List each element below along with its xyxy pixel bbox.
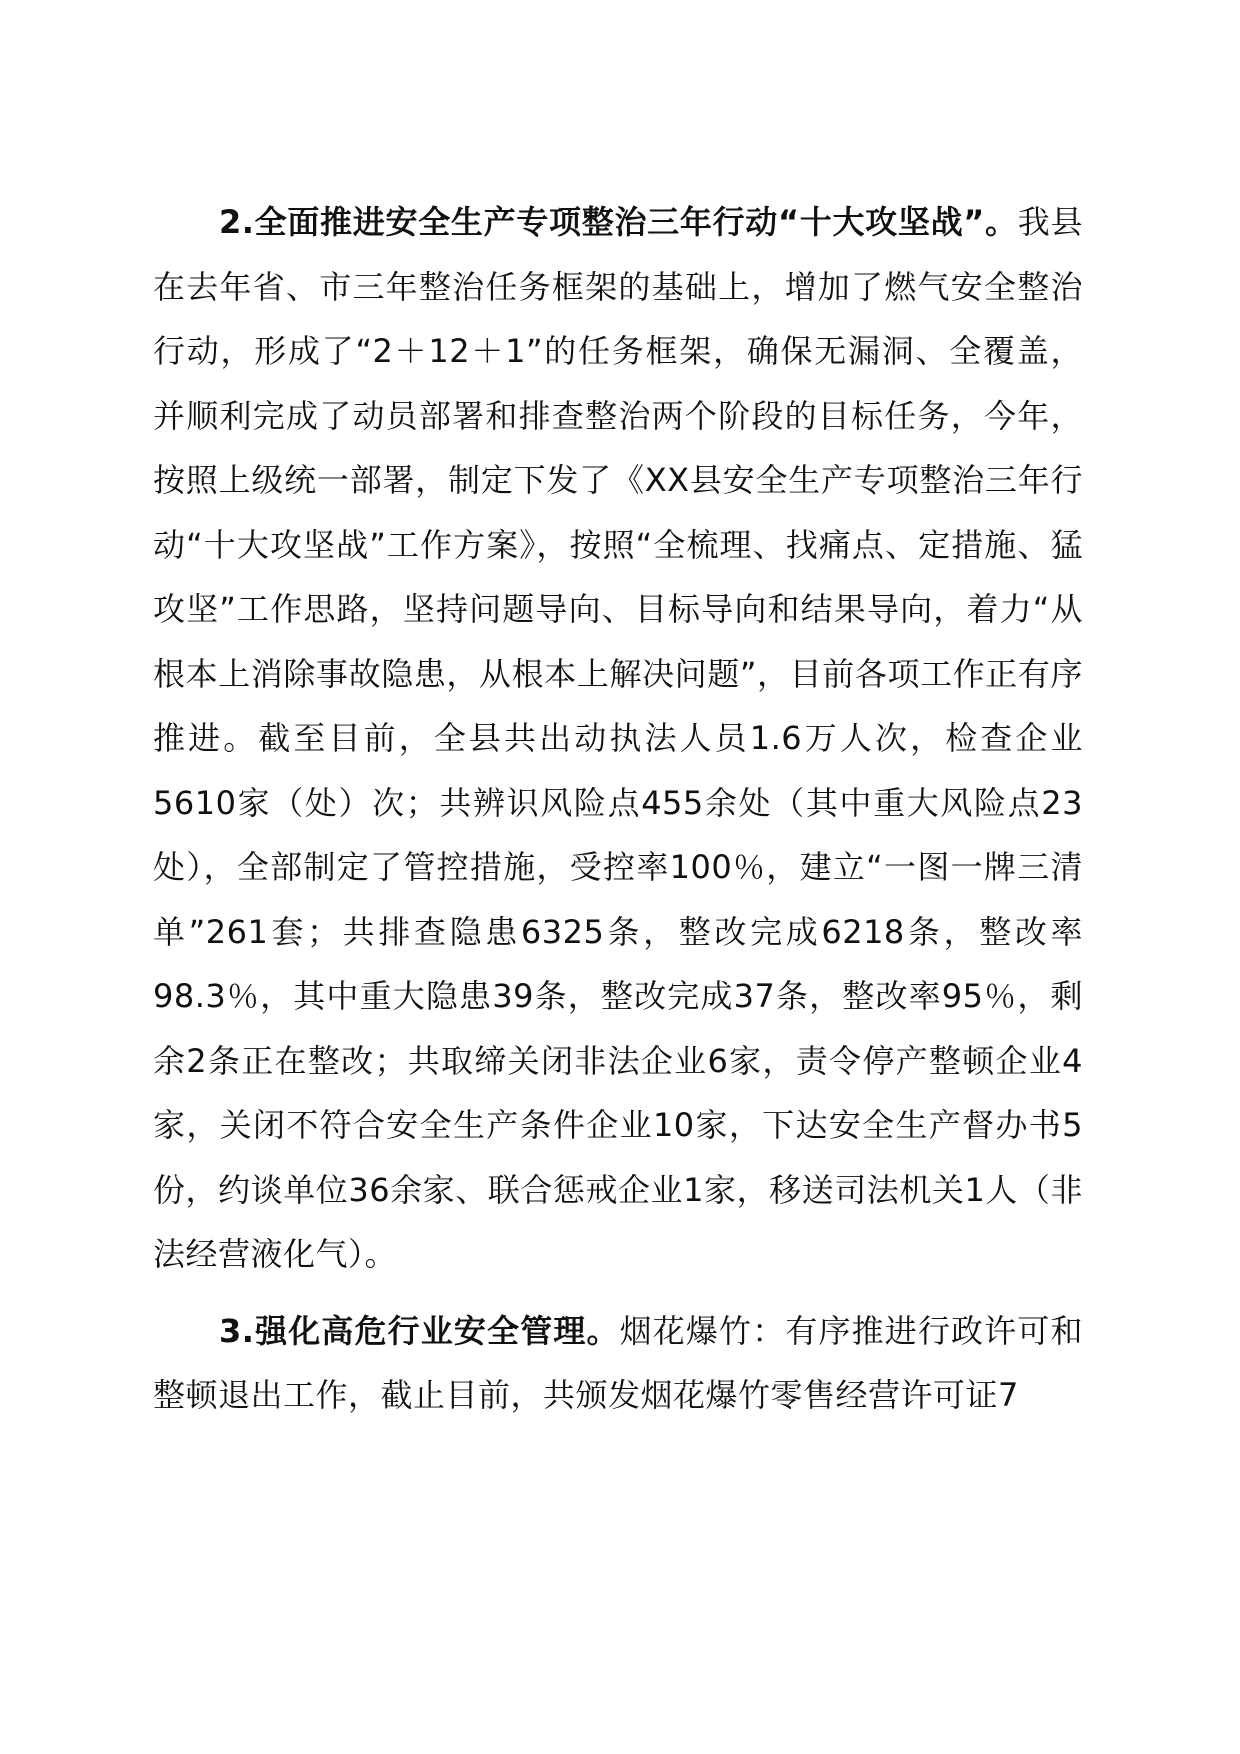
document-body (153, 190, 1083, 1428)
paragraph-section-3 (153, 1299, 1083, 1428)
paragraph-section-2 (153, 190, 1083, 1287)
section-3-body: 烟花爆竹：有序推进行政许可和整顿退出工作，截止目前，共颁发烟花爆竹零售经营许可证7 (153, 1311, 1083, 1414)
section-2-body: 我县在去年省、市三年整治任务框架的基础上，增加了燃气安全整治行动，形成了“2＋12＋1”的任务框架，确保无漏洞、全覆盖，并顺利完成了动员部署和排查整治两个阶段的目标任务，今年，按照上级统一部署，制定下发了《XX县安全生产专项整治三年行动“十大攻坚战”工作方案》，按照“全梳理、找痛点、定措施、猛攻坚”工作思路，坚持问题导向、目标导向和结果导向，着力“从根本上消除事故隐患，从根本上解决问题”，目前各项工作正有序推进。截至目前，全县共出动执法人员1.6万人次，检查企业5610家（处）次；共辨识风险点455余处（其中重大风险点23处），全部制定了管控措施，受控率100％，建立“一图一牌三清单”261套；共排查隐患6325条，整改完成6218条，整改率98.3％，其中重大隐患39条，整改完成37条，整改率95％，剩余2条正在整改；共取缔关闭非法企业6家，责令停产整顿企业4家，关闭不符合安全生产条件企业10家，下达安全生产督办书5份，约谈单位36余家、联合惩戒企业1家，移送司法机关1人（非法经营液化气）。 (153, 203, 1083, 1273)
section-3-heading: 3.强化高危行业安全管理。 (219, 1311, 620, 1350)
section-2-heading: 2.全面推进安全生产专项整治三年行动“十大攻坚战”。 (219, 203, 1018, 241)
